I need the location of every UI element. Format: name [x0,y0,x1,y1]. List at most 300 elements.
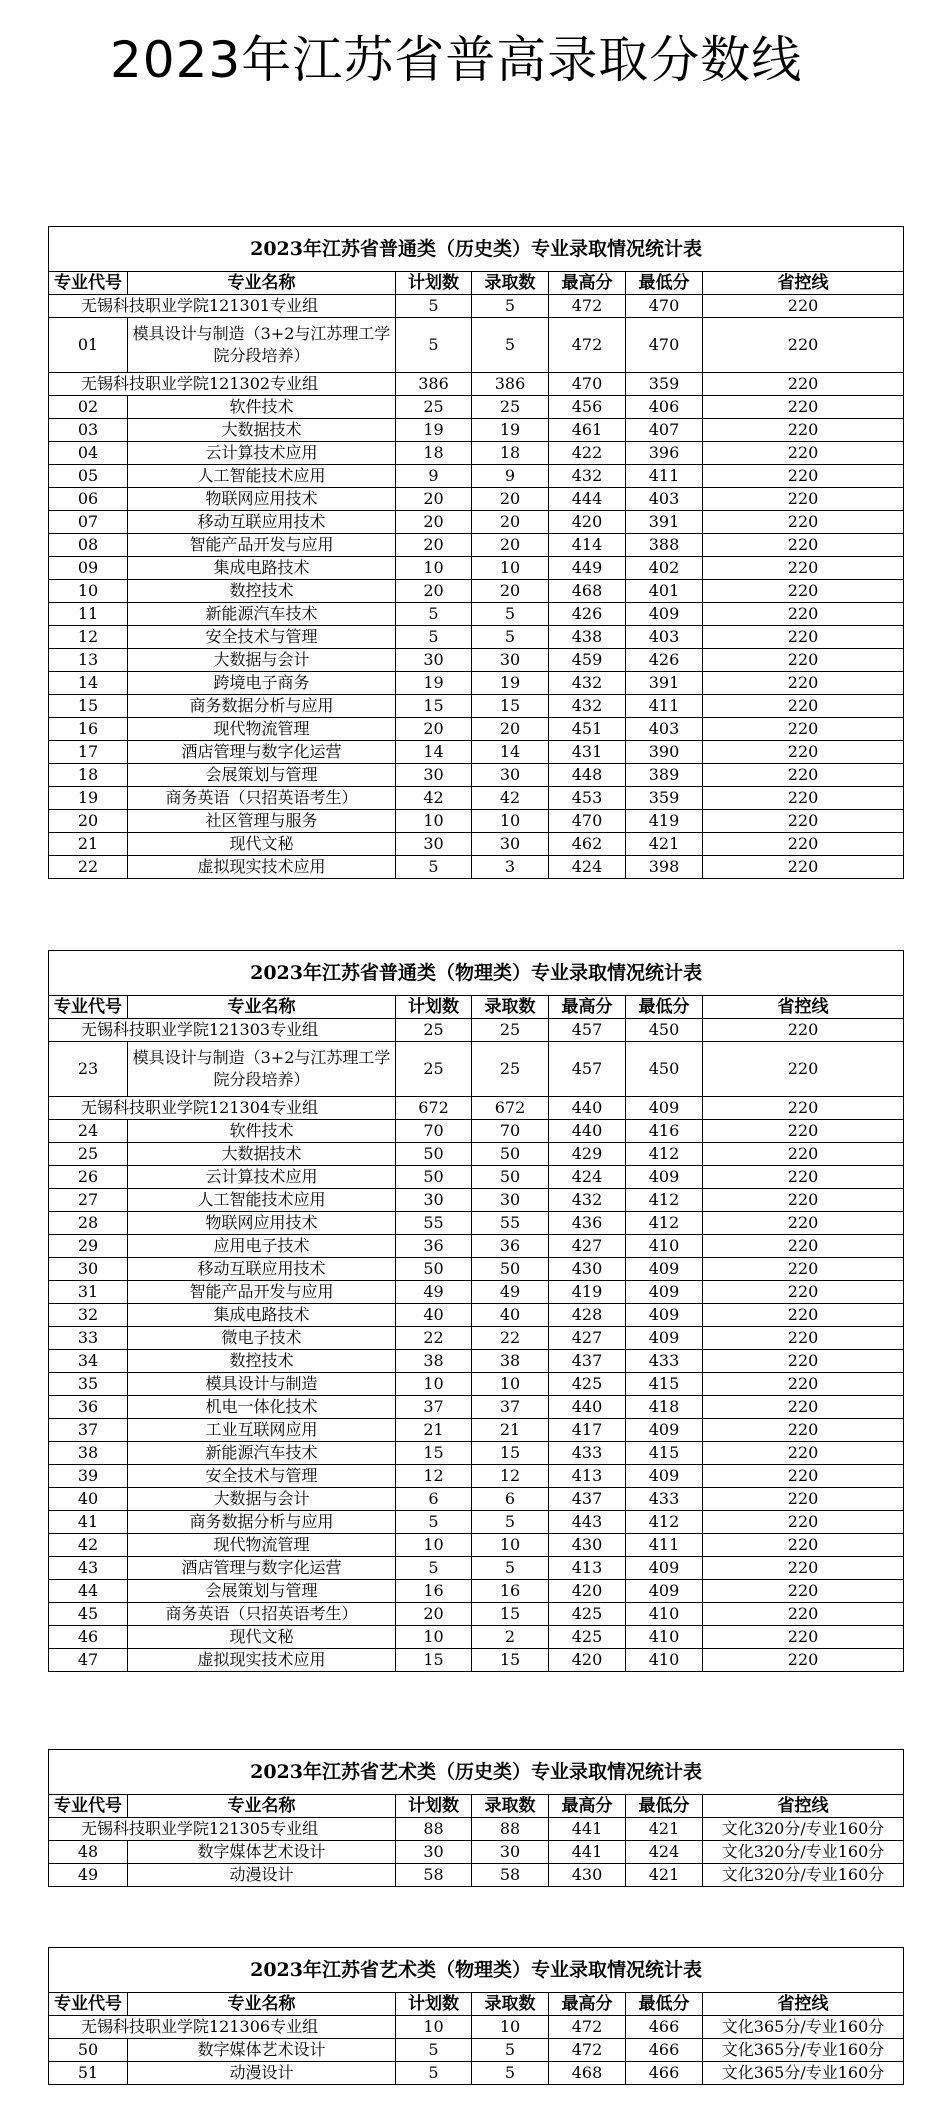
table-row [49,318,904,373]
max-score: 425 [549,1603,626,1626]
major-code: 13 [49,649,128,672]
max-score: 441 [549,1841,626,1864]
major-code: 02 [49,396,128,419]
table-row [49,419,904,442]
min-score: 409 [626,1580,703,1603]
admit-count: 5 [472,626,549,649]
major-name: 物联网应用技术 [128,488,396,511]
table-row [49,1557,904,1580]
admit-count: 15 [472,1442,549,1465]
plan-count: 20 [396,718,472,741]
min-score: 403 [626,488,703,511]
admit-count: 58 [472,1864,549,1887]
column-header: 省控线 [703,272,904,295]
major-code: 49 [49,1864,128,1887]
major-name: 应用电子技术 [128,1235,396,1258]
major-name: 现代文秘 [128,833,396,856]
plan-count: 30 [396,1841,472,1864]
column-header: 最低分 [626,272,703,295]
major-name: 安全技术与管理 [128,626,396,649]
admit-count: 386 [472,373,549,396]
plan-count: 19 [396,419,472,442]
table-row [49,1419,904,1442]
group-name: 无锡科技职业学院121303专业组 [49,1019,396,1042]
max-score: 430 [549,1534,626,1557]
major-name: 动漫设计 [128,2062,396,2085]
major-name: 人工智能技术应用 [128,1189,396,1212]
max-score: 451 [549,718,626,741]
admit-count: 40 [472,1304,549,1327]
max-score: 430 [549,1864,626,1887]
major-name: 模具设计与制造（3+2与江苏理工学院分段培养） [128,318,396,373]
table-row [49,649,904,672]
admit-count: 55 [472,1212,549,1235]
admit-count: 30 [472,833,549,856]
major-name: 大数据技术 [128,1143,396,1166]
admit-count: 5 [472,2039,549,2062]
control-line: 220 [703,1557,904,1580]
admit-count: 5 [472,318,549,373]
admit-count: 19 [472,672,549,695]
column-header: 省控线 [703,1993,904,2016]
min-score: 409 [626,1419,703,1442]
table-row [49,1327,904,1350]
table-row [49,2062,904,2085]
group-row [49,1097,904,1120]
admit-count: 50 [472,1143,549,1166]
plan-count: 5 [396,1557,472,1580]
major-name: 移动互联应用技术 [128,1258,396,1281]
group-name: 无锡科技职业学院121302专业组 [49,373,396,396]
min-score: 416 [626,1120,703,1143]
max-score: 417 [549,1419,626,1442]
table-row [49,488,904,511]
max-score: 437 [549,1488,626,1511]
min-score: 421 [626,1864,703,1887]
group-row [49,1019,904,1042]
major-name: 数控技术 [128,1350,396,1373]
min-score: 418 [626,1396,703,1419]
control-line: 220 [703,1166,904,1189]
major-code: 51 [49,2062,128,2085]
column-header: 计划数 [396,996,472,1019]
max-score: 432 [549,465,626,488]
major-code: 44 [49,1580,128,1603]
table-row [49,1258,904,1281]
min-score: 410 [626,1603,703,1626]
page-title: 2023年江苏省普高录取分数线 [110,31,803,89]
admit-count: 22 [472,1327,549,1350]
max-score: 420 [549,1649,626,1672]
min-score: 390 [626,741,703,764]
major-code: 29 [49,1235,128,1258]
major-code: 22 [49,856,128,879]
table-row [49,1534,904,1557]
major-name: 集成电路技术 [128,1304,396,1327]
plan-count: 58 [396,1864,472,1887]
plan-count: 5 [396,603,472,626]
control-line: 220 [703,1120,904,1143]
table-row [49,856,904,879]
plan-count: 9 [396,465,472,488]
table-row [49,1649,904,1672]
max-score: 457 [549,1042,626,1097]
min-score: 407 [626,419,703,442]
column-header: 最高分 [549,996,626,1019]
table-row [49,1042,904,1097]
table-row [49,1350,904,1373]
max-score: 427 [549,1235,626,1258]
admit-count: 20 [472,718,549,741]
column-header: 专业代号 [49,1795,128,1818]
admit-count: 20 [472,488,549,511]
admit-count: 18 [472,442,549,465]
major-code: 32 [49,1304,128,1327]
control-line: 220 [703,1626,904,1649]
max-score: 427 [549,1327,626,1350]
min-score: 388 [626,534,703,557]
major-code: 34 [49,1350,128,1373]
min-score: 426 [626,649,703,672]
major-code: 41 [49,1511,128,1534]
control-line: 220 [703,626,904,649]
plan-count: 19 [396,672,472,695]
major-name: 酒店管理与数字化运营 [128,1557,396,1580]
max-score: 430 [549,1258,626,1281]
plan-count: 10 [396,1626,472,1649]
major-code: 09 [49,557,128,580]
min-score: 410 [626,1626,703,1649]
table-row [49,787,904,810]
plan-count: 14 [396,741,472,764]
plan-count: 386 [396,373,472,396]
control-line: 220 [703,534,904,557]
major-name: 大数据与会计 [128,1488,396,1511]
max-score: 440 [549,1396,626,1419]
major-name: 动漫设计 [128,1864,396,1887]
table-row [49,718,904,741]
physics-art-table [48,1947,904,2085]
major-name: 社区管理与服务 [128,810,396,833]
major-code: 03 [49,419,128,442]
admit-count: 30 [472,764,549,787]
column-header: 录取数 [472,996,549,1019]
plan-count: 40 [396,1304,472,1327]
major-code: 45 [49,1603,128,1626]
major-name: 安全技术与管理 [128,1465,396,1488]
plan-count: 42 [396,787,472,810]
major-code: 26 [49,1166,128,1189]
major-code: 23 [49,1042,128,1097]
plan-count: 37 [396,1396,472,1419]
max-score: 432 [549,672,626,695]
major-code: 36 [49,1396,128,1419]
major-name: 云计算技术应用 [128,1166,396,1189]
plan-count: 22 [396,1327,472,1350]
plan-count: 672 [396,1097,472,1120]
column-header: 录取数 [472,272,549,295]
control-line: 220 [703,718,904,741]
control-line: 220 [703,1304,904,1327]
max-score: 432 [549,695,626,718]
table-title: 2023年江苏省普通类（物理类）专业录取情况统计表 [49,951,904,996]
major-name: 软件技术 [128,1120,396,1143]
plan-count: 25 [396,1042,472,1097]
control-line: 220 [703,1511,904,1534]
min-score: 412 [626,1212,703,1235]
min-score: 409 [626,1258,703,1281]
control-line: 220 [703,787,904,810]
major-code: 21 [49,833,128,856]
control-line: 220 [703,1258,904,1281]
plan-count: 5 [396,318,472,373]
min-score: 415 [626,1373,703,1396]
major-code: 42 [49,1534,128,1557]
control-line: 文化320分/专业160分 [703,1864,904,1887]
admit-count: 5 [472,1511,549,1534]
min-score: 409 [626,1281,703,1304]
min-score: 409 [626,1166,703,1189]
admit-count: 672 [472,1097,549,1120]
control-line: 220 [703,1042,904,1097]
major-code: 10 [49,580,128,603]
major-code: 07 [49,511,128,534]
major-code: 27 [49,1189,128,1212]
admit-count: 6 [472,1488,549,1511]
control-line: 220 [703,1419,904,1442]
table-title: 2023年江苏省普通类（历史类）专业录取情况统计表 [49,227,904,272]
control-line: 220 [703,1649,904,1672]
max-score: 419 [549,1281,626,1304]
min-score: 410 [626,1235,703,1258]
min-score: 424 [626,1841,703,1864]
plan-count: 20 [396,511,472,534]
major-code: 48 [49,1841,128,1864]
major-code: 19 [49,787,128,810]
control-line: 220 [703,1212,904,1235]
major-name: 微电子技术 [128,1327,396,1350]
plan-count: 25 [396,396,472,419]
control-line: 220 [703,741,904,764]
plan-count: 15 [396,1649,472,1672]
min-score: 409 [626,1327,703,1350]
max-score: 440 [549,1097,626,1120]
column-header: 专业名称 [128,272,396,295]
table-row [49,1841,904,1864]
min-score: 409 [626,1097,703,1120]
control-line: 220 [703,672,904,695]
admit-count: 5 [472,1557,549,1580]
table-row [49,1442,904,1465]
major-name: 会展策划与管理 [128,1580,396,1603]
major-code: 01 [49,318,128,373]
plan-count: 49 [396,1281,472,1304]
plan-count: 20 [396,488,472,511]
min-score: 466 [626,2062,703,2085]
min-score: 470 [626,318,703,373]
column-header: 计划数 [396,1795,472,1818]
max-score: 468 [549,2062,626,2085]
plan-count: 6 [396,1488,472,1511]
min-score: 403 [626,626,703,649]
max-score: 449 [549,557,626,580]
admit-count: 9 [472,465,549,488]
major-code: 47 [49,1649,128,1672]
control-line: 220 [703,557,904,580]
group-name: 无锡科技职业学院121301专业组 [49,295,396,318]
major-name: 商务英语（只招英语考生） [128,787,396,810]
admit-count: 20 [472,511,549,534]
admit-count: 50 [472,1166,549,1189]
admit-count: 25 [472,1042,549,1097]
control-line: 文化365分/专业160分 [703,2062,904,2085]
max-score: 425 [549,1373,626,1396]
major-name: 模具设计与制造（3+2与江苏理工学院分段培养） [128,1042,396,1097]
min-score: 409 [626,1465,703,1488]
table-row [49,534,904,557]
major-code: 12 [49,626,128,649]
min-score: 359 [626,373,703,396]
major-name: 数字媒体艺术设计 [128,1841,396,1864]
max-score: 459 [549,649,626,672]
major-name: 数控技术 [128,580,396,603]
table-row [49,2039,904,2062]
major-name: 软件技术 [128,396,396,419]
max-score: 432 [549,1189,626,1212]
history-general-table [48,226,904,879]
max-score: 472 [549,318,626,373]
max-score: 462 [549,833,626,856]
major-name: 大数据与会计 [128,649,396,672]
admit-count: 21 [472,1419,549,1442]
min-score: 403 [626,718,703,741]
table-row [49,810,904,833]
min-score: 415 [626,1442,703,1465]
min-score: 406 [626,396,703,419]
min-score: 450 [626,1042,703,1097]
table-title: 2023年江苏省艺术类（历史类）专业录取情况统计表 [49,1750,904,1795]
control-line: 220 [703,649,904,672]
control-line: 220 [703,1603,904,1626]
control-line: 220 [703,318,904,373]
plan-count: 30 [396,833,472,856]
table-row [49,580,904,603]
plan-count: 88 [396,1818,472,1841]
major-name: 工业互联网应用 [128,1419,396,1442]
min-score: 411 [626,695,703,718]
major-name: 物联网应用技术 [128,1212,396,1235]
table-row [49,1488,904,1511]
plan-count: 16 [396,1580,472,1603]
major-name: 机电一体化技术 [128,1396,396,1419]
plan-count: 10 [396,810,472,833]
max-score: 453 [549,787,626,810]
table-row [49,1603,904,1626]
column-header: 专业代号 [49,1993,128,2016]
table-row [49,465,904,488]
admit-count: 50 [472,1258,549,1281]
major-name: 会展策划与管理 [128,764,396,787]
control-line: 220 [703,465,904,488]
table-row [49,764,904,787]
admit-count: 15 [472,1603,549,1626]
admit-count: 12 [472,1465,549,1488]
max-score: 422 [549,442,626,465]
plan-count: 21 [396,1419,472,1442]
admit-count: 30 [472,1841,549,1864]
max-score: 414 [549,534,626,557]
plan-count: 25 [396,1019,472,1042]
admit-count: 37 [472,1396,549,1419]
admit-count: 20 [472,534,549,557]
table-row [49,396,904,419]
plan-count: 10 [396,1534,472,1557]
major-code: 38 [49,1442,128,1465]
control-line: 220 [703,396,904,419]
admit-count: 16 [472,1580,549,1603]
control-line: 220 [703,1350,904,1373]
max-score: 413 [549,1465,626,1488]
max-score: 424 [549,856,626,879]
plan-count: 50 [396,1258,472,1281]
max-score: 428 [549,1304,626,1327]
group-name: 无锡科技职业学院121306专业组 [49,2016,396,2039]
min-score: 398 [626,856,703,879]
control-line: 220 [703,1019,904,1042]
major-name: 移动互联应用技术 [128,511,396,534]
plan-count: 38 [396,1350,472,1373]
admit-count: 10 [472,810,549,833]
plan-count: 10 [396,2016,472,2039]
admit-count: 36 [472,1235,549,1258]
admit-count: 10 [472,1373,549,1396]
control-line: 220 [703,1189,904,1212]
major-name: 新能源汽车技术 [128,603,396,626]
table-row [49,1166,904,1189]
plan-count: 70 [396,1120,472,1143]
min-score: 409 [626,1304,703,1327]
max-score: 468 [549,580,626,603]
control-line: 220 [703,295,904,318]
table-row [49,695,904,718]
max-score: 413 [549,1557,626,1580]
plan-count: 30 [396,1189,472,1212]
major-code: 37 [49,1419,128,1442]
min-score: 411 [626,1534,703,1557]
admit-count: 15 [472,1649,549,1672]
max-score: 437 [549,1350,626,1373]
max-score: 436 [549,1212,626,1235]
max-score: 472 [549,2016,626,2039]
control-line: 220 [703,511,904,534]
table-row [49,1511,904,1534]
major-code: 16 [49,718,128,741]
control-line: 220 [703,1373,904,1396]
control-line: 220 [703,1396,904,1419]
major-name: 大数据技术 [128,419,396,442]
major-name: 模具设计与制造 [128,1373,396,1396]
max-score: 470 [549,373,626,396]
admit-count: 5 [472,295,549,318]
control-line: 文化365分/专业160分 [703,2016,904,2039]
major-name: 跨境电子商务 [128,672,396,695]
plan-count: 15 [396,1442,472,1465]
major-code: 43 [49,1557,128,1580]
max-score: 433 [549,1442,626,1465]
control-line: 220 [703,764,904,787]
control-line: 220 [703,1534,904,1557]
control-line: 220 [703,1281,904,1304]
